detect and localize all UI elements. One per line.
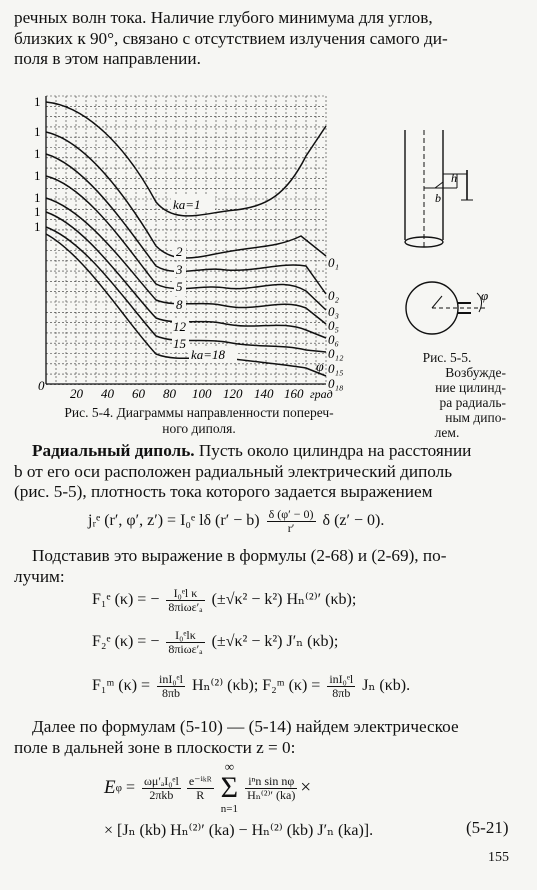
right-label: 0₁₂ <box>328 346 344 361</box>
sum-operator: ∞ Σ n=1 <box>220 759 239 815</box>
eq-lhs: F₁ᵐ (κ) = <box>92 677 151 695</box>
right-label: 0₆ <box>328 332 340 347</box>
substitution-paragraph <box>14 546 514 587</box>
caption-line: Рис. 5-5. <box>422 350 472 365</box>
curve-label-ka1: ka=1 <box>173 197 201 212</box>
caption-line: лем. <box>434 425 460 440</box>
subst-line-1: Подставив это выражение в формулы (2-68) и (2-69), по- <box>32 546 447 565</box>
figure-5-5-drawing <box>395 130 505 345</box>
label-phi: φ <box>481 288 489 303</box>
intro-line-1: речных волн тока. Наличие глубого минимума для углов, <box>14 8 433 27</box>
one-label: 1 <box>34 94 41 109</box>
eq-fraction: $\frac{\delta (\varphi' - 0)}{r'}$ <box>268 507 314 535</box>
x-tick: 40 <box>101 386 114 401</box>
curve-label-8: 8 <box>176 297 183 312</box>
radial-heading: Радиальный диполь. <box>32 441 195 460</box>
one-label: 1 <box>34 168 41 183</box>
right-label: 0₁₅ <box>328 361 344 376</box>
eq-fraction: $\frac{\text{ωμ′ₐI₀ᵉl}}{\text{2πkb}}$ <box>144 773 179 802</box>
x-tick: 100 <box>192 386 212 401</box>
right-label: 0₂ <box>328 288 340 303</box>
eq-fraction: $\frac{\text{e⁻ⁱᵏᴿ}}{R}$ <box>188 773 212 802</box>
figure-5-4-caption <box>34 405 364 437</box>
caption-line: Рис. 5-4. Диаграммы направленности попереч- <box>64 405 334 420</box>
equation-e-phi: E φ = $\frac{\text{ωμ′ₐI₀ᵉl}}{\text{2πkb}}$ $\frac{\text{e⁻ⁱᵏᴿ}}{R}$ ∞ Σ n=1 $\frac{\text{iⁿn sin nφ}}{\text{Hₙ⁽²⁾′ (ka)}}$ × <box>104 759 312 815</box>
eq-fraction: $\frac{\text{inI₀ᵉl}}{8\pi b}$ <box>329 672 354 700</box>
caption-line: ным дипо- <box>445 410 506 425</box>
eq-rhs: Jₙ (κb). <box>362 677 411 695</box>
right-label: 0₅ <box>328 318 340 333</box>
equation-e-phi-cont: × [Jₙ (kb) Hₙ⁽²⁾′ (ka) − Hₙ⁽²⁾ (kb) J′ₙ (ka)]. <box>104 822 374 839</box>
radial-line-2: b от его оси расположен радиальный электрический диполь <box>14 461 453 481</box>
x-tick: 160 <box>284 386 304 401</box>
radial-paragraph <box>14 441 514 503</box>
eq-fraction: $\frac{\text{inI₀ᵉl}}{8\pi b}$ <box>159 672 183 700</box>
eq-mid: Hₙ⁽²⁾ (κb); F₂ᵐ (κ) = <box>191 677 321 695</box>
further-line-1: Далее по формулам (5-10) — (5-14) найдем электрическое <box>32 717 459 736</box>
x-tick: 80 <box>163 386 176 401</box>
equation-f-magnetic <box>92 673 410 700</box>
x-tick: 20 <box>70 386 83 401</box>
chart-curves <box>46 102 326 376</box>
eq-lhs: F₂ᵉ (κ) = − <box>92 633 160 651</box>
curve-label-5: 5 <box>176 279 183 294</box>
one-label: 1 <box>34 190 41 205</box>
x-tick-0: 0 <box>38 378 45 393</box>
further-paragraph <box>14 717 514 758</box>
eq-lhs: E <box>104 777 116 798</box>
right-label: 0₁₈ <box>328 376 344 391</box>
one-label: 1 <box>34 124 41 139</box>
one-label: 1 <box>34 146 41 161</box>
right-label: 0₁ <box>328 255 340 270</box>
equation-number: (5-21) <box>466 818 509 837</box>
x-tick: 60 <box>132 386 145 401</box>
eq-fraction: $\frac{\text{I₀ᵉlκ}}{\text{8πiωε′ₐ}}$ <box>168 628 203 656</box>
equation-f1-e <box>92 587 356 614</box>
curve-label-12: 12 <box>173 319 186 334</box>
subst-line-2: лучим: <box>14 566 65 586</box>
figure-5-4-chart <box>26 86 366 412</box>
curve-label-3: 3 <box>176 262 183 277</box>
x-tick: 140 <box>254 386 274 401</box>
pattern-curve <box>46 132 326 258</box>
phi-label: φ <box>316 360 324 375</box>
page-number: 155 <box>488 850 509 865</box>
right-label: 0₃ <box>328 304 340 319</box>
one-label: 1 <box>34 219 41 234</box>
radial-line-1: Пусть около цилиндра на расстоянии <box>194 441 472 460</box>
eq-lhs: F₁ᵉ (κ) = − <box>92 591 160 609</box>
intro-line-2: близких к 90°, связано с отсутствием излучения самого ди- <box>14 28 448 48</box>
equation-current-density <box>88 508 384 535</box>
radial-line-3: (рис. 5-5), плотность тока которого задается выражением <box>14 482 433 501</box>
eq-fraction: $\frac{\text{iⁿn sin nφ}}{\text{Hₙ⁽²⁾′ (ka)}}$ <box>247 773 296 802</box>
intro-paragraph <box>14 8 514 70</box>
further-line-2: поле в дальней зоне в плоскости z = 0: <box>14 737 296 757</box>
figure-5-5-caption <box>388 350 506 440</box>
x-tick: 120 <box>223 386 243 401</box>
label-h: h <box>451 171 457 185</box>
x-unit: град <box>310 387 333 401</box>
curve-label-2: 2 <box>176 244 183 259</box>
intro-line-3: поля в этом направлении. <box>14 49 201 68</box>
eq-rhs: (±√κ² − k²) Hₙ⁽²⁾′ (κb); <box>211 591 357 609</box>
eq-fraction: $\frac{\text{I₀ᵉl κ}}{\text{8πiωε′ₐ}}$ <box>168 586 203 614</box>
caption-line: Возбужде- <box>445 365 506 380</box>
label-b: b <box>435 191 441 205</box>
caption-line: ного диполя. <box>162 421 236 436</box>
curve-label-15: 15 <box>173 336 186 351</box>
caption-line: ние цилинд- <box>435 380 506 395</box>
eq-lhs: jᵣᵉ (r′, φ′, z′) = I₀ᵉ lδ (r′ − b) <box>88 512 260 530</box>
equation-f2-e <box>92 629 338 656</box>
eq-rhs: (±√κ² − k²) J′ₙ (κb); <box>211 633 339 651</box>
caption-line: ра радиаль- <box>439 395 506 410</box>
one-label: 1 <box>34 204 41 219</box>
eq-rhs: δ (z′ − 0). <box>322 512 385 530</box>
curve-label-ka18: ka=18 <box>191 347 226 362</box>
